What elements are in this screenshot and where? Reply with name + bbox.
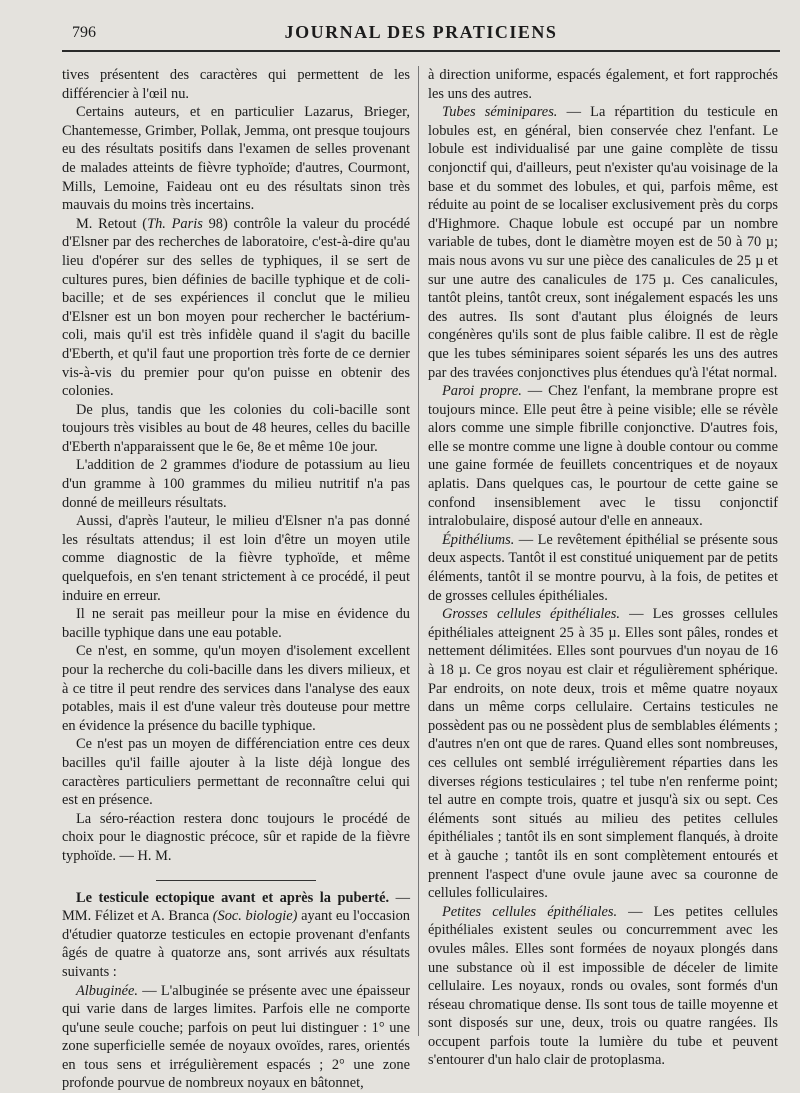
paragraph: Ce n'est, en somme, qu'un moyen d'isolement excellent pour la recherche du coli-bacille dans les divers milieux, et à ce titre il peut rendre des services dans l'analyse des eaux potables, mais il est d'une valeur très douteuse pour mettre en évidence la présence du bacille typhique.	[62, 642, 410, 735]
page-header	[62, 22, 780, 48]
subheading: Petites cellules épithéliales.	[442, 904, 617, 920]
paragraph: La séro-réaction restera donc toujours le procédé de choix pour le diagnostic précoce, sûr et rapide de la fièvre typhoïde. — H. M.	[62, 810, 410, 866]
paragraph: tives présentent des caractères qui permettent de les différencier à l'œil nu.	[62, 66, 410, 103]
section-title: Le testicule ectopique avant et après la puberté.	[76, 890, 389, 906]
page-number: 796	[72, 24, 96, 42]
paragraph: Certains auteurs, et en particulier Lazarus, Brieger, Chantemesse, Grimber, Pollak, Jemma, ont presque toujours eu des résultats positifs dans l'examen de selles provenant de malades atteints de fièvre typhoïde; d'autres, Courmont, Mills, Lemoine, Faideau ont eu des résultats sinon très mauvais du moins très incertains.	[62, 103, 410, 215]
text-run: — La répartition du testicule en lobules est, en général, bien conservée chez l'enfant. Le lobule est individualisé par une gaine complète de tissu conjonctif qui, d'ailleurs, peut n'exister qu'au voisinage de la base et du sommet des lobules, et qui, parfois même, est réduite au point de se localiser exclusivement près du corps d'Highmore. Chaque lobule est occupé par un nombre variable de tubes, dont le diamètre moyen est de 50 à 70 µ; mais nous avons vu sur une pièce des canalicules de 25 µ et sur une autre des canalicules de 175 µ. Ces canalicules, tantôt pleins, tantôt creux, sont inégalement espacés les uns des autres. Ils sont d'autant plus éloignés de leurs congénères qu'ils sont de plus faible calibre. Il est de règle que les tubes séminipares soient séparés les uns des autres par des travées conjonctives plus étendues qu'à l'état normal.	[428, 104, 778, 380]
paragraph: Il ne serait pas meilleur pour la mise en évidence du bacille typhique dans une eau potable.	[62, 605, 410, 642]
paragraph	[428, 103, 778, 382]
paragraph: Aussi, d'après l'auteur, le milieu d'Elsner n'a pas donné les résultats attendus; il est loin d'être un moyen utile comme diagnostic de la fièvre typhoïde, et même quelquefois, en s'en tenant strictement à ce procédé, il peut induire en erreur.	[62, 512, 410, 605]
text-run: — Chez l'enfant, la membrane propre est toujours mince. Elle peut être à peine visible; elle se révèle alors comme une simple fibrille conjonctive. D'autres fois, elle se montre comme une ligne à double contour ou comme une gaine formée de feuillets concentriques et de noyaux aplatis. Dans quelques cas, le pourtour de cette gaine se confond insensiblement avec le tissu conjonctif intralobulaire, disposé autour d'elle en anneaux.	[428, 383, 778, 529]
text-run: M. Retout (	[76, 216, 147, 232]
paragraph	[428, 382, 778, 531]
paragraph	[62, 982, 410, 1093]
italic-citation: Th. Paris	[147, 216, 203, 232]
paragraph	[62, 215, 410, 401]
header-rule	[62, 50, 780, 52]
subheading: Grosses cellules épithéliales.	[442, 606, 620, 622]
text-run: — Les petites cellules épithéliales existent seules ou concurremment avec les ovules mâles. Elles sont formées de noyaux plongés dans une substance où il est impossible de déceler de limite cellulaire. Les noyaux, ronds ou ovales, sont formés d'un réseau chromatique dense. Ils sont tous de taille moyenne et sont disposés sur une, deux, trois ou quatre rangées. Ils occupent parfois toute la lumière du tube et peuvent s'entourer d'un halo clair de protoplasma.	[428, 904, 778, 1069]
section-intro	[62, 889, 410, 982]
paragraph	[428, 531, 778, 605]
italic-citation: (Soc. biologie)	[213, 908, 298, 924]
paragraph: Ce n'est pas un moyen de différenciation entre ces deux bacilles qu'il faille ajouter à la liste déjà longue des caractères particuliers permettant de reconnaître celui qui est en présence.	[62, 735, 410, 809]
left-column	[62, 66, 410, 1046]
paragraph: L'addition de 2 grammes d'iodure de potassium au lieu d'un gramme à 100 grammes du milieu nutritif n'a pas donné de meilleurs résultats.	[62, 456, 410, 512]
text-run: — Le revêtement épithélial se présente sous deux aspects. Tantôt il est constitué uniquement par de petits éléments, tantôt il se montre pourvu, à la fois, de petites et de grosses cellules épithéliales.	[428, 532, 778, 604]
journal-title: JOURNAL DES PRATICIENS	[62, 22, 780, 43]
subheading: Albuginée.	[76, 983, 138, 999]
paragraph: à direction uniforme, espacés également, et fort rapprochés les uns des autres.	[428, 66, 778, 103]
right-column	[428, 66, 778, 1046]
subheading: Paroi propre.	[442, 383, 522, 399]
paragraph: De plus, tandis que les colonies du coli-bacille sont toujours très visibles au bout de 48 heures, celles du bacille d'Eberth n'apparaissent que le 6e, 8e et même 10e jour.	[62, 401, 410, 457]
subheading: Tubes séminipares.	[442, 104, 557, 120]
text-run: ayant eu l'occasion d'étudier quatorze testicules en ectopie provenant d'enfants âgés de quatre à quatorze ans, sont arrivés aux résultats suivants :	[62, 908, 410, 980]
text-run: — L'albuginée se présente avec une épaisseur qui varie dans de larges limites. Parfois elle ne comporte qu'une seule couche; parfois on peut lui distinguer : 1° une zone superficielle semée de noyaux ovoïdes, rares, orientés en tous sens et irrégulièrement espacés ; 2° une zone profonde pourvue de nombreux noyaux en bâtonnet,	[62, 983, 410, 1092]
paragraph	[428, 903, 778, 1070]
section-separator	[156, 880, 316, 881]
text-run: 98) contrôle la valeur du procédé d'Elsner par des recherches de laboratoire, c'est-à-dire qu'au lieu d'opérer sur des selles de typhiques, il se sert de cultures pures, bien définies de bacille typhique et de coli-bacille; et de ses expériences il conclut que le milieu d'Elsner est un bon moyen pour rechercher le bactérium-coli, mais qu'il est très infidèle quand il s'agit du bacille d'Eberth, et qu'il faut une proportion très forte de ce dernier vis-à-vis du premier pour qu'on puisse en obtenir des colonies.	[62, 216, 410, 399]
paragraph	[428, 605, 778, 903]
column-divider	[418, 66, 419, 1036]
subheading: Épithéliums.	[442, 532, 514, 548]
text-run: — Les grosses cellules épithéliales atteignent 25 à 35 µ. Elles sont pâles, rondes et nettement délimitées. Elles sont pourvues d'un noyau de 16 à 18 µ. Ce gros noyau est clair et régulièrement sphérique. Par endroits, on note deux, trois et même quatre noyaux dans un même corps cellulaire. Certains testicules ne possèdent pas ou ne possèdent plus de semblables éléments ; d'autres n'en ont que de rares. Quand elles sont nombreuses, ces cellules ont semblé irrégulièrement réparties dans les diverses régions testiculaires ; tel tube n'en renferme point; tel autre en compte trois, quatre et jusqu'à six ou sept. Ces éléments sont situés au milieu des petites cellules épithéliales ; tantôt ils en sont simplement flanqués, à droite et à gauche ; tantôt ils en sont complètement entourés et prennent l'aspect d'une ovule jaune avec sa couronne de cellules folliculaires.	[428, 606, 778, 901]
text-run: — MM. Félizet et A. Branca	[62, 890, 410, 925]
